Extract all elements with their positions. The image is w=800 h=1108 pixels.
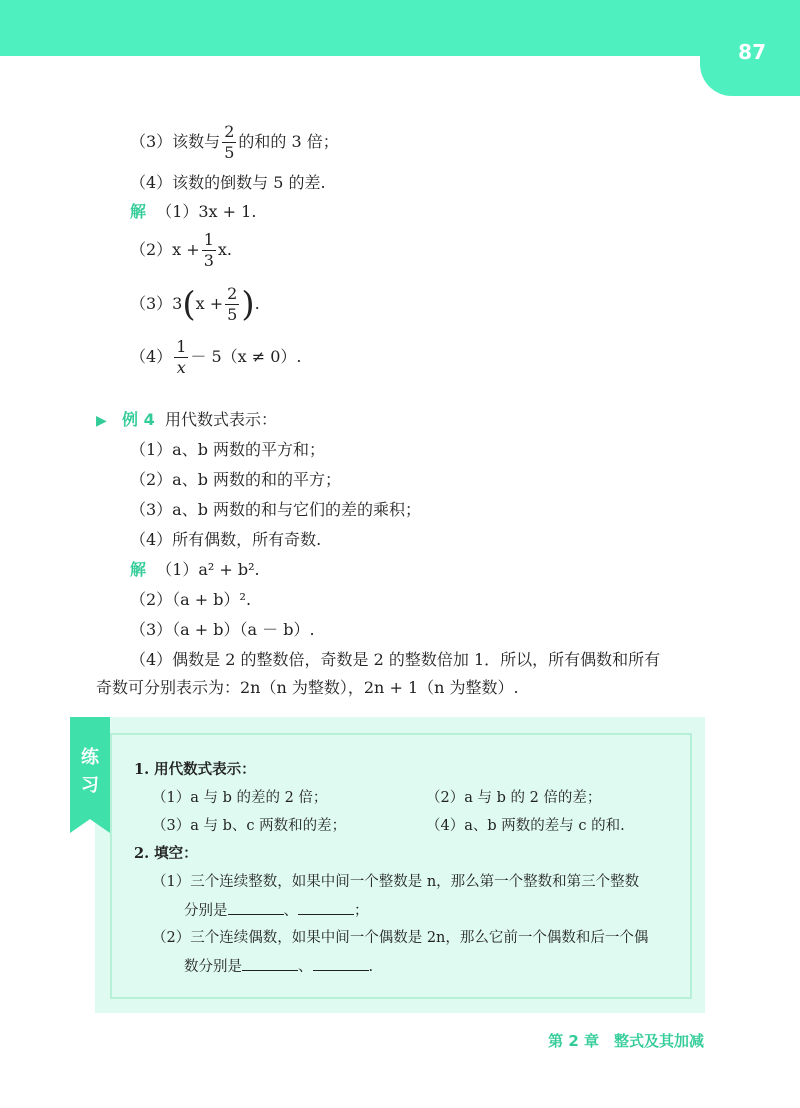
text: 的和的 3 倍； xyxy=(238,132,339,151)
answer-blank[interactable] xyxy=(298,900,354,915)
text: x. xyxy=(217,240,232,259)
numerator: 1 xyxy=(176,337,187,356)
text: ； xyxy=(354,903,369,919)
exercise-q1-item-1: （1）a 与 b 的差的 2 倍； xyxy=(152,790,328,806)
text: （2）x + xyxy=(130,240,200,259)
solution-2-line xyxy=(130,230,232,271)
exercise-q1: 1. 用代数式表示： xyxy=(134,761,256,778)
exercise-q2-2b xyxy=(184,956,373,977)
example-item-3: （3）a、b 两数的和与它们的差的乘积； xyxy=(130,500,422,519)
solution-4-line xyxy=(130,337,302,378)
solution-1-line xyxy=(130,202,256,222)
denominator: 3 xyxy=(203,251,214,270)
example-solution-3: （3）（a + b）（a － b）. xyxy=(130,620,315,639)
example-4-header xyxy=(96,410,277,431)
text: . xyxy=(254,294,260,313)
jie-label: 解 xyxy=(130,202,147,221)
numerator: 2 xyxy=(224,122,235,141)
exercise-q1-item-2: （2）a 与 b 的 2 倍的差； xyxy=(426,790,602,806)
page-number: 87 xyxy=(738,40,766,64)
example-item-2: （2）a、b 两数的和的平方； xyxy=(130,470,342,489)
triangle-marker-icon: ▶ xyxy=(96,413,107,429)
text: 数分别是 xyxy=(184,959,242,975)
fraction xyxy=(222,122,236,163)
answer-blank[interactable] xyxy=(228,900,284,915)
text: （4） xyxy=(130,347,173,366)
paren-right: ) xyxy=(241,284,255,325)
text: （3）该数与 xyxy=(130,132,221,151)
text: . xyxy=(368,959,374,975)
top-color-bar xyxy=(0,0,800,56)
denominator: 5 xyxy=(224,143,235,162)
fraction xyxy=(225,284,239,325)
example-label: 例 4 xyxy=(122,410,155,429)
jie-label: 解 xyxy=(130,560,147,579)
answer-blank[interactable] xyxy=(313,956,369,971)
text: （3）3 xyxy=(130,294,183,313)
answer-blank[interactable] xyxy=(242,956,298,971)
text: － 5（x ≠ 0）. xyxy=(190,347,302,366)
exercise-q2-1a: （1）三个连续整数，如果中间一个整数是 n，那么第一个整数和第三个整数 xyxy=(152,874,640,890)
chapter-footer: 第 2 章 整式及其加减 xyxy=(548,1032,704,1050)
solution-3-line xyxy=(130,284,260,325)
solution-1: （1）3x + 1. xyxy=(156,202,257,221)
fraction xyxy=(174,337,188,378)
denominator: 5 xyxy=(227,305,238,324)
example-item-4: （4）所有偶数，所有奇数. xyxy=(130,530,322,549)
exercise-ribbon-label: 练习 xyxy=(81,747,99,796)
example-title: 用代数式表示： xyxy=(164,410,277,429)
fraction xyxy=(202,230,216,271)
example-solution-4b: 奇数可分别表示为：2n（n 为整数），2n + 1（n 为整数）. xyxy=(96,678,519,697)
text: 分别是 xyxy=(184,903,228,919)
separator: 、 xyxy=(298,959,313,975)
numerator: 2 xyxy=(227,284,238,303)
paren-left: ( xyxy=(182,284,196,325)
exercise-q1-item-3: （3）a 与 b、c 两数和的差； xyxy=(152,818,347,834)
line-item-4: （4）该数的倒数与 5 的差. xyxy=(130,173,326,192)
denominator: x xyxy=(176,358,186,377)
exercise-q2: 2. 填空： xyxy=(134,845,198,862)
line-item-3 xyxy=(130,122,339,163)
exercise-q2-1b xyxy=(184,900,369,921)
exercise-q2-2a: （2）三个连续偶数，如果中间一个偶数是 2n，那么它前一个偶数和后一个偶 xyxy=(152,930,649,946)
numerator: 1 xyxy=(203,230,214,249)
separator: 、 xyxy=(283,903,298,919)
example-solution-1 xyxy=(130,560,260,580)
solution-text: （1）a² + b². xyxy=(156,560,260,579)
example-solution-4a: （4）偶数是 2 的整数倍，奇数是 2 的整数倍加 1．所以，所有偶数和所有 xyxy=(130,650,661,669)
example-solution-2: （2）（a + b）². xyxy=(130,590,252,609)
text: x + xyxy=(195,294,224,313)
example-item-1: （1）a、b 两数的平方和； xyxy=(130,440,326,459)
exercise-q1-item-4: （4）a、b 两数的差与 c 的和. xyxy=(426,818,625,834)
